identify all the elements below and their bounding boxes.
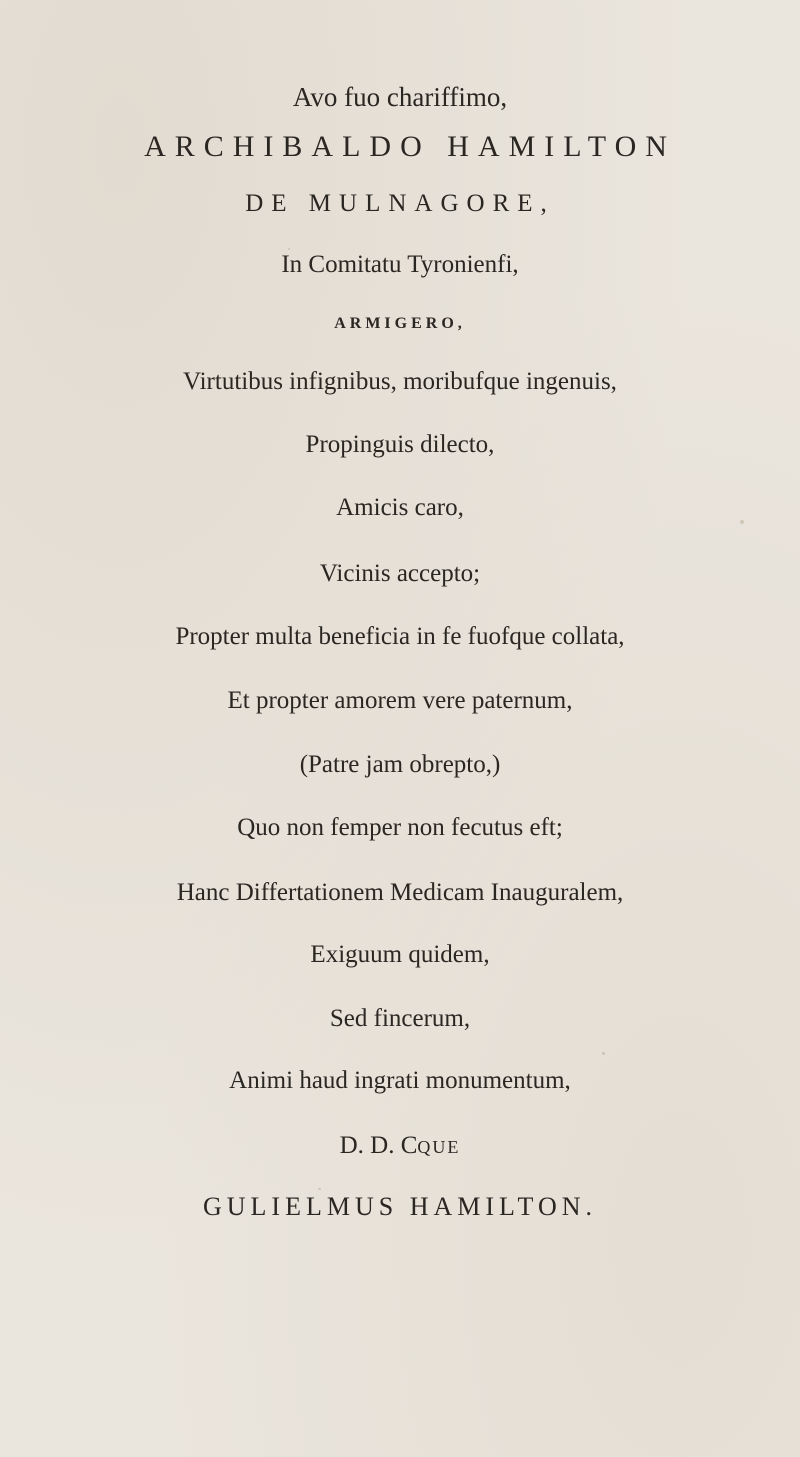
paper-speck <box>602 1052 605 1055</box>
author-name: GULIELMUS HAMILTON. <box>203 1192 597 1221</box>
dedication-formula-smallcaps: QUE <box>417 1137 461 1157</box>
body-line: Et propter amorem vere paternum, <box>227 687 573 714</box>
body-line: Sed fincerum, <box>329 1005 471 1032</box>
dedication-line: Avo fuo chariffimo, <box>292 82 508 112</box>
dedication-formula-prefix: D. D. C <box>339 1132 418 1159</box>
dedicatee-county: In Comitatu Tyronienfi, <box>281 251 519 278</box>
body-line: Amicis caro, <box>336 494 464 521</box>
paper-speck <box>318 1188 321 1190</box>
body-line: Propter multa beneficia in fe fuofque collata, <box>175 623 625 650</box>
body-line: (Patre jam obrepto,) <box>299 751 501 778</box>
body-line: Animi haud ingrati monumentum, <box>229 1067 571 1094</box>
dedicatee-rank: ARMIGERO, <box>334 315 466 332</box>
body-line: Propinguis dilecto, <box>305 431 495 458</box>
paper-speck <box>740 520 744 524</box>
dedication-formula <box>0 1133 800 1158</box>
dedicatee-name: ARCHIBALDO HAMILTON <box>144 130 676 163</box>
paper-speck <box>288 248 290 250</box>
body-line: Hanc Differtationem Medicam Inauguralem, <box>176 879 624 906</box>
dedicatee-place: DE MULNAGORE, <box>245 190 555 217</box>
body-line: Virtutibus infignibus, moribufque ingenuis, <box>183 368 617 395</box>
body-line: Exiguum quidem, <box>310 941 490 968</box>
body-line: Vicinis accepto; <box>319 560 481 587</box>
body-line: Quo non femper non fecutus eft; <box>237 814 563 841</box>
